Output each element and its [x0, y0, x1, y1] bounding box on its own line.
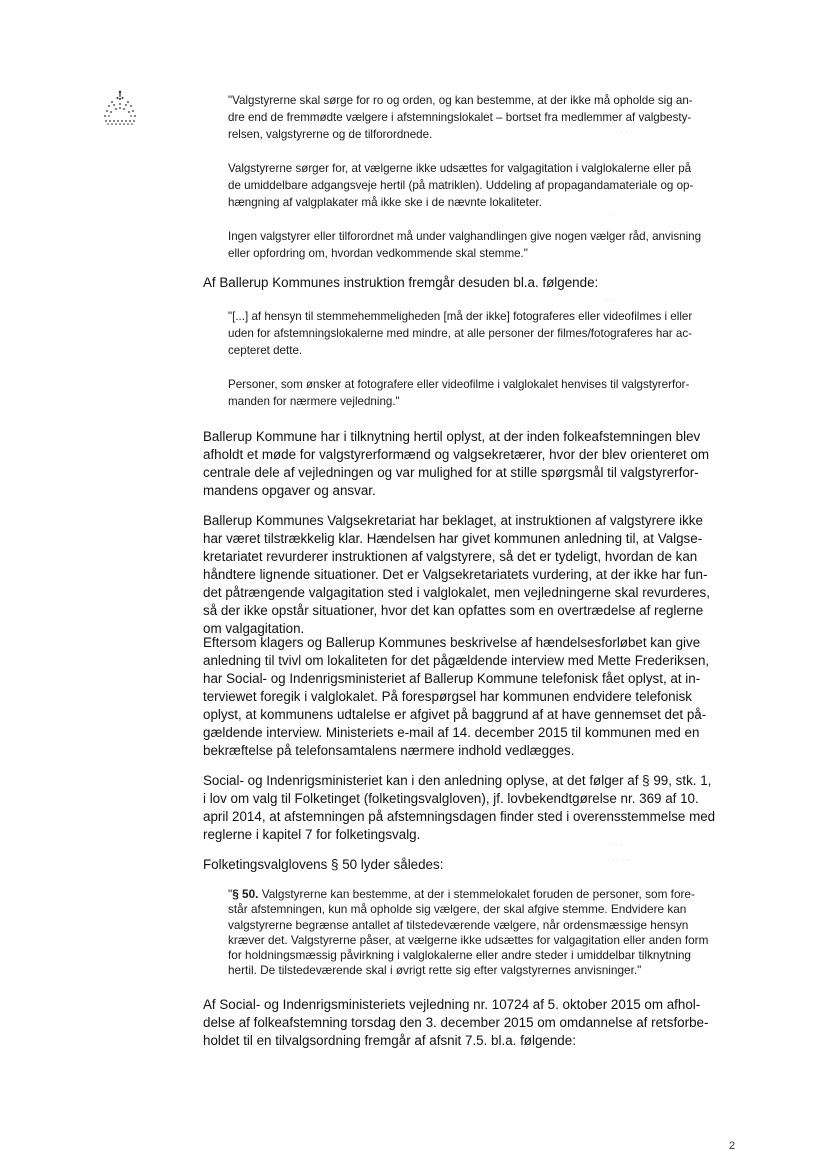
- crown-icon: [100, 90, 140, 126]
- law-quote-open: ": [228, 887, 233, 901]
- page-number: 2: [729, 1140, 736, 1152]
- scan-artifact: ·: [612, 210, 615, 219]
- quote-referral-paragraph: Personer, som ønsker at fotografere eller videofilme i valglokalet henvises til valgstyrerfor- manden for nærmere vejledning.": [228, 378, 690, 408]
- law-section-label: § 50.: [232, 887, 259, 901]
- scan-artifact: · · ·: [610, 840, 623, 849]
- quote-photography-paragraph: "[...] af hensyn til stemmehemmeligheden [må der ikke] fotograferes eller videofilmes i eller uden for afstemningslokalerne med mindre, at alle personer der filmes/fotograferes har ac- cepteret dette.: [228, 310, 693, 357]
- final-paragraph: Af Social- og Indenrigsministeriets vejledning nr. 10724 af 5. oktober 2015 om afhol- delse af folkeafstemning torsdag den 3. december 2015 om omdannelse af retsforbe- holdet til en tilvalgsordning fremgår af afsnit 7.5. bl.a. følgende:: [203, 997, 709, 1048]
- quote-ordinance-paragraph: "Valgstyrerne skal sørge for ro og orden, og kan bestemme, at der ikke må opholde sig an- dre end de fremmødte vælgere i afstemningslokalet – bortset fra medlemmer af valgbesty- relsen, valgstyrerne og de tilforordnede.: [228, 94, 693, 141]
- law-quote-text: Valgstyrerne kan bestemme, at der i stemmelokalet foruden de personer, som fore- står afstemningen, kun må opholde sig vælgere, der skal afgive stemme. Endvidere kan valgstyrerne begrænse antallet af tilstedeværende vælgere, når ordensmæssige hensyn kræver det. Valgstyrerne påser, at vælgerne ikke udsættes for valgagitation eller anden form for holdningsmæssig påvirkning i valglokalerne eller andre steder i umiddelbar tilknytning hertil. De tilstedeværende skal i øvrigt rette sig efter valgstyrernes anvisninger.": [228, 887, 709, 978]
- scan-artifact: · ·: [620, 128, 628, 137]
- paragraph-secretariat: Ballerup Kommunes Valgsekretariat har beklaget, at instruktionen af valgstyrere ikke har været tilstrækkelig klar. Hændelsen har givet kommunen anledning til, at Valgse- kretariatet revurderer instruktionen af valgstyrere, så det er tydeligt, hvordan de kan håndtere lignende situationer. Det er Valgsekretariatets vurdering, at der ikke har fun- det påtrængende valgagitation sted i valglokalet, men vejledningerne skal revurderes, så der ikke opstår situationer, hvor det kan opfattes som en overtrædelse af reglerne om valgagitation.: [203, 513, 710, 636]
- quote-agitation-paragraph: Valgstyrerne sørger for, at vælgerne ikke udsættes for valgagitation i valglokalerne eller på de umiddelbare adgangsveje hertil (på matriklen). Uddeling af propagandamateriale og op- hængning af valgplakater må ikke ske i de nævnte lokaliteter.: [228, 162, 694, 209]
- quote-advice-paragraph: Ingen valgstyrer eller tilforordnet må under valghandlingen give nogen vælger råd, anvisning eller opfordring om, hvordan vedkommende skal stemme.": [228, 230, 702, 260]
- law-quote: [228, 887, 743, 979]
- scan-artifact: · · · ·: [612, 856, 630, 865]
- paragraph-interview: Eftersom klagers og Ballerup Kommunes beskrivelse af hændelsesforløbet kan give anledning til tvivl om lokaliteten for det pågældende interview med Mette Frederiksen, har Social- og Indenrigsministeriet af Ballerup Kommune telefonisk fået oplyst, at in- terviewet foregik i valglokalet. På forespørgsel har kommunen endvidere telefonisk oplyst, at kommunens udtalelse er afgivet på baggrund af at have gennemset det på- gældende interview. Ministeriets e-mail af 14. december 2015 til kommunen med en bekræftelse på telefonsamtalens nærmere indhold vedlægges.: [203, 635, 710, 758]
- scan-artifact: · ·: [605, 296, 613, 305]
- paragraph-meeting: Ballerup Kommune har i tilknytning hertil oplyst, at der inden folkeafstemningen blev afholdt et møde for valgstyrerformænd og valgsekretærer, hvor der blev orienteret om centrale dele af vejledningen og var mulighed for at stille spørgsmål til valgstyrerfor- mandens opgaver og ansvar.: [203, 429, 710, 498]
- intro-ballerup-instruction: Af Ballerup Kommunes instruktion fremgår desuden bl.a. følgende:: [203, 275, 599, 290]
- paragraph-law-reference: Social- og Indenrigsministeriet kan i den anledning oplyse, at det følger af § 99, stk. 1, i lov om valg til Folketinget (folketingsvalgloven), jf. lovbekendtgørelse nr. 369 af 10. april 2014, at afstemningen på afstemningsdagen finder sted i overensstemmelse med reglerne i kapitel 7 for folketingsvalg.: [203, 773, 716, 842]
- law-intro: Folketingsvalglovens § 50 lyder således:: [203, 857, 444, 872]
